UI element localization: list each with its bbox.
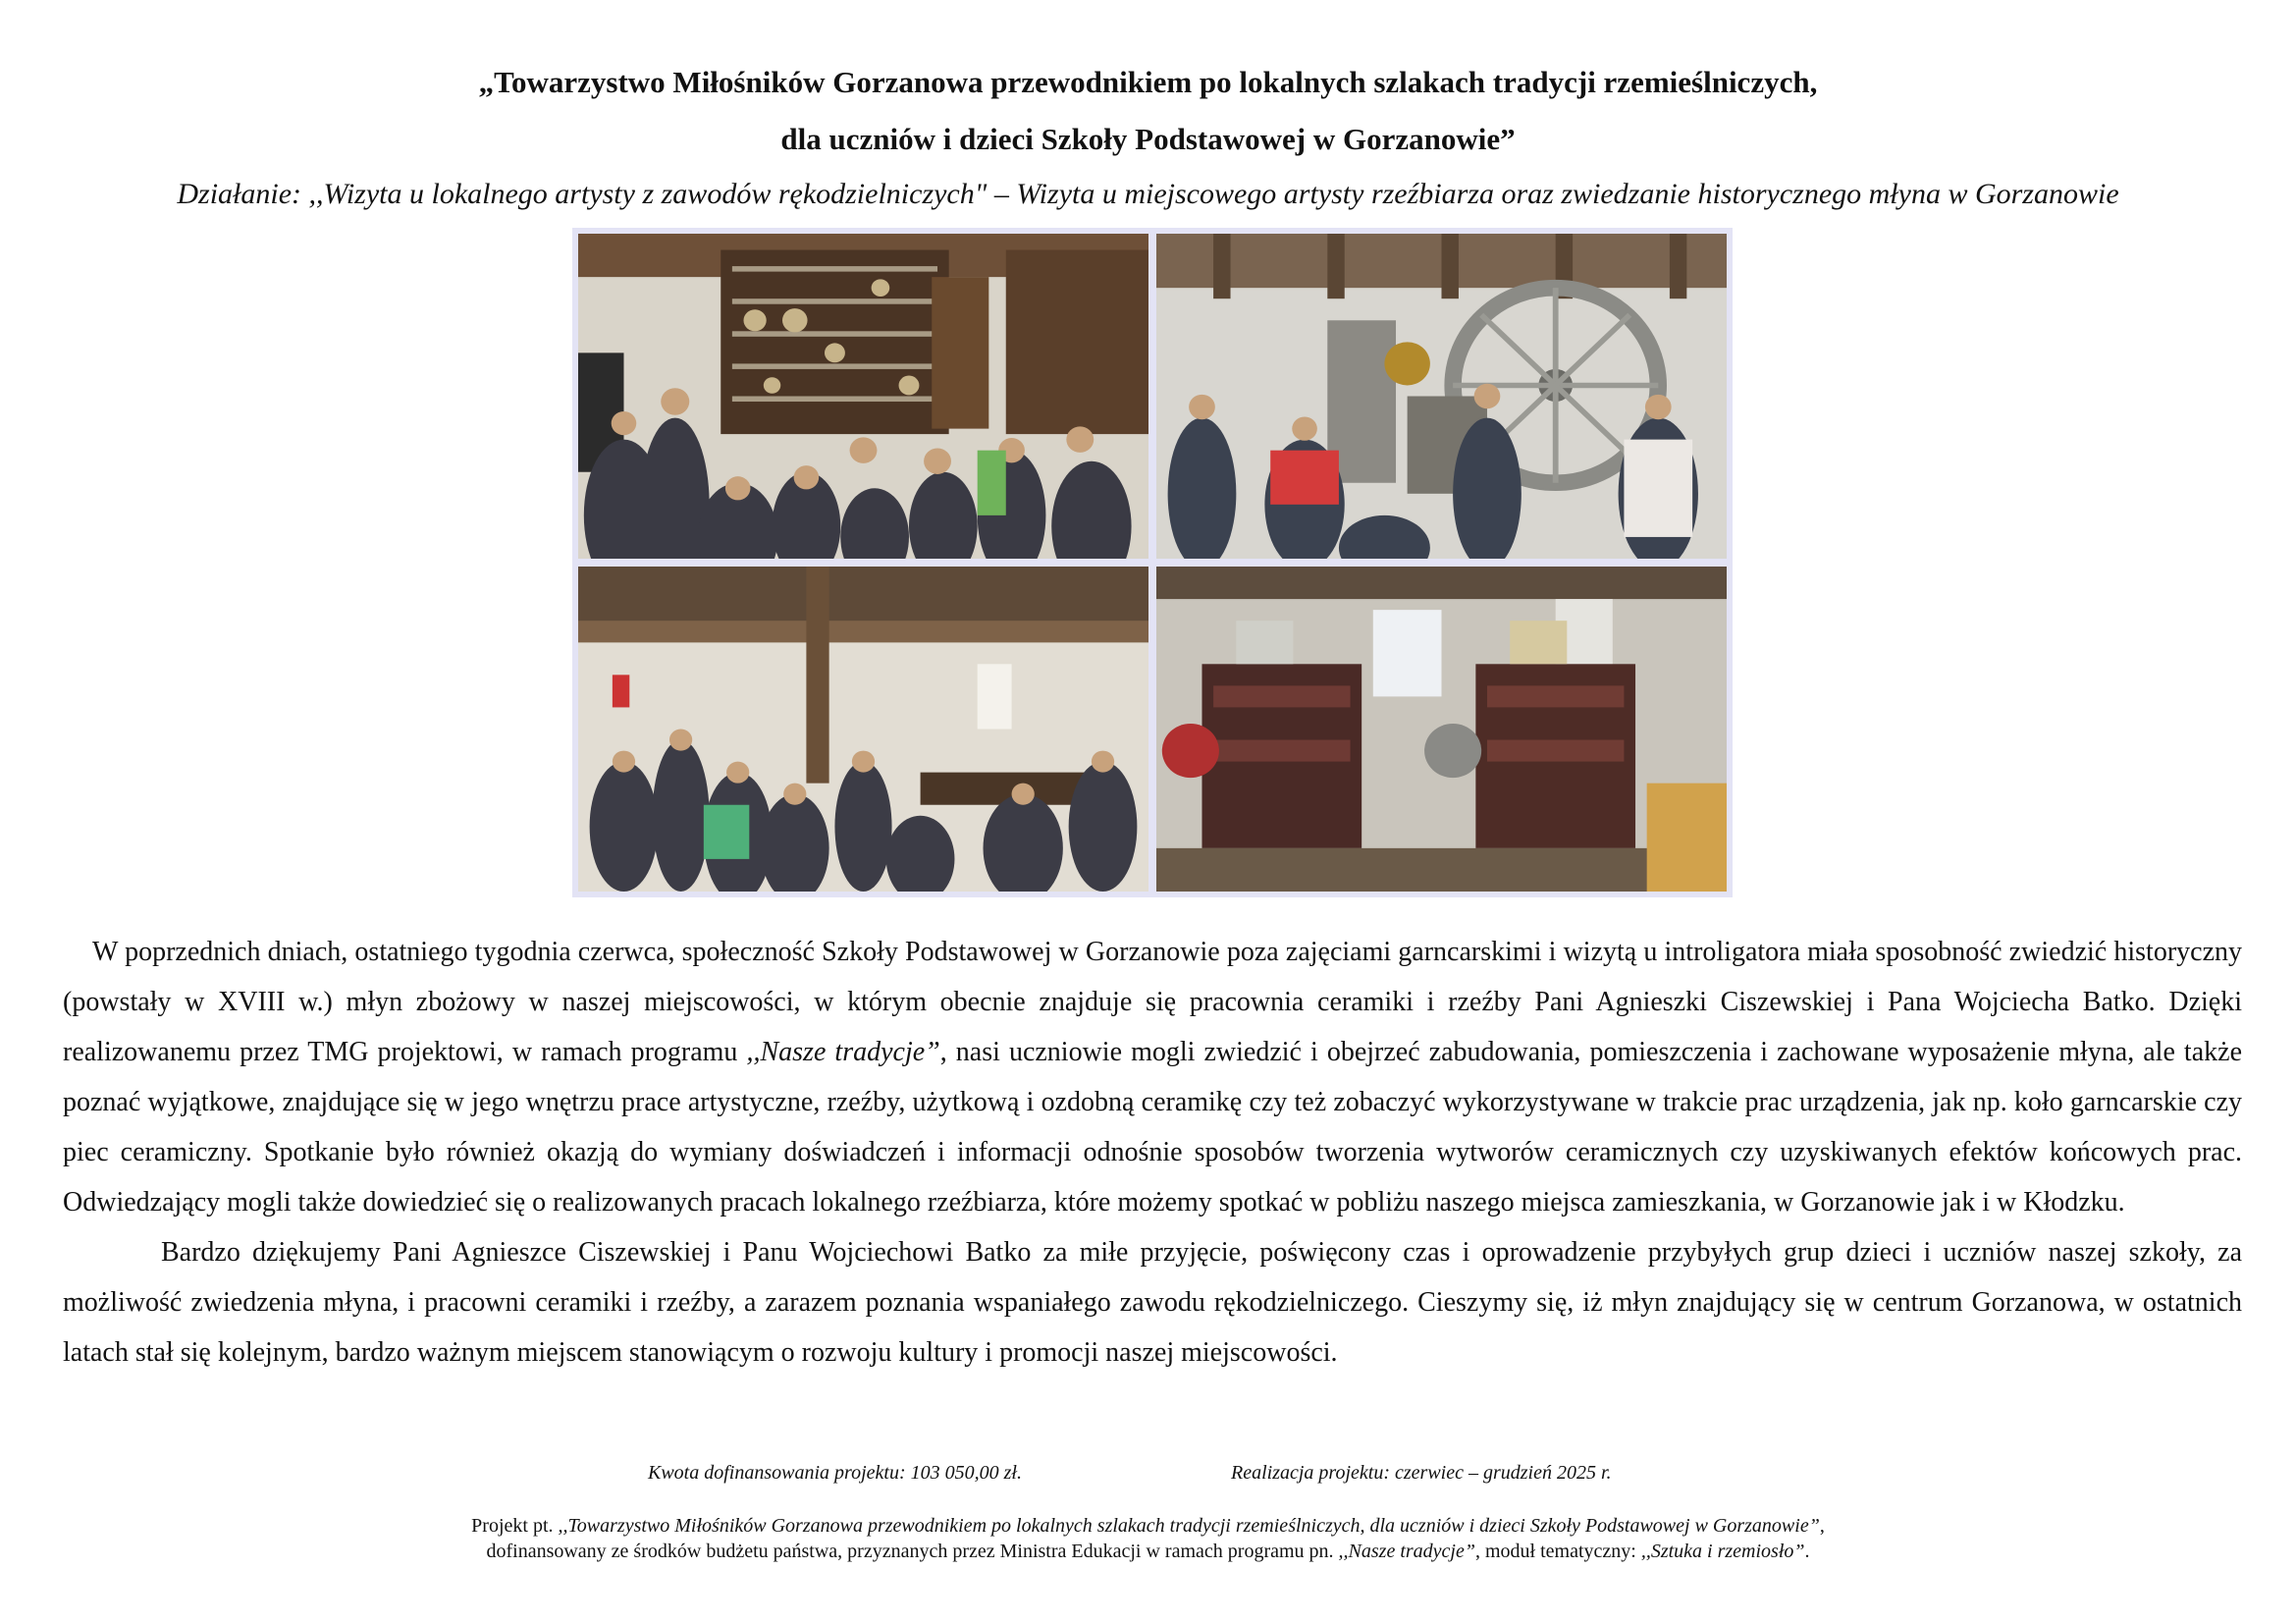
footer-module-label: , moduł tematyczny: (1474, 1541, 1641, 1562)
program-name: ,,Nasze tradycje” (746, 1037, 940, 1067)
photo-collage (572, 228, 1733, 897)
article-body (63, 927, 2242, 1378)
document-title-line2: dla uczniów i dzieci Szkoły Podstawowej w Gorzanowie” (780, 122, 1516, 156)
photo-milling-machines (1156, 567, 1727, 892)
photo-pottery-shelves (578, 234, 1148, 559)
footer-prefix: Projekt pt. (471, 1515, 559, 1537)
article-paragraph-1 (63, 927, 2242, 1227)
footer-end: . (1804, 1541, 1810, 1562)
document-title-line1: „Towarzystwo Miłośników Gorzanowa przewodnikiem po lokalnych szlakach tradycji rzemieślniczych, (478, 65, 1818, 99)
article-paragraph-2: Bardzo dziękujemy Pani Agnieszce Ciszewskiej i Panu Wojciechowi Batko za miłe przyjęcie, poświęcony czas i oprowadzenie przybyłych grup dzieci i uczniów naszej szkoły, za możliwość zwiedzenia młyna, i pracowni ceramiki i rzeźby, a zarazem poznania wspaniałego zawodu rękodzielniczego. Cieszymy się, iż młyn znajdujący się w centrum Gorzanowa, w ostatnich latach stał się kolejnym, bardzo ważnym miejscem stanowiącym o rozwoju kultury i promocji naszej miejscowości. (63, 1237, 2242, 1368)
photo-mill-wheel (1156, 234, 1727, 559)
footer-program-name: ,,Nasze tradycje” (1338, 1541, 1475, 1562)
footer-line-1 (0, 1512, 2296, 1540)
footer-line-2 (0, 1538, 2296, 1565)
footer-module-name: ,,Sztuka i rzemiosło” (1640, 1541, 1805, 1562)
project-period: Realizacja projektu: czerwiec – grudzień 2025 r. (1231, 1462, 1612, 1484)
footer-funding-note: dofinansowany ze środków budżetu państwa, przyznanych przez Ministra Edukacji w ramach programu pn. (486, 1541, 1339, 1562)
paragraph-1-text-b: , nasi uczniowie mogli zwiedzić i obejrzeć zabudowania, pomieszczenia i zachowane wyposażenie młyna, ale także poznać wyjątkowe, znajdujące się w jego wnętrzu prace artystyczne, rzeźby, użytkową i ozdobną ceramikę czy też zobaczyć wykorzystywane w trakcie prac urządzenia, jak np. koło garncarskie czy piec ceramiczny. Spotkanie było również okazją do wymiany doświadczeń i informacji odnośnie sposobów tworzenia wytworów ceramicznych czy uzyskiwanych efektów końcowych prac. Odwiedzający mogli także dowiedzieć się o realizowanych pracach lokalnego rzeźbiarza, które możemy spotkać w pobliżu naszego miejsca zamieszkania, w Gorzanowie jak i w Kłodzku. (63, 1037, 2242, 1217)
funding-amount: Kwota dofinansowania projektu: 103 050,00 zł. (648, 1462, 1022, 1484)
footer-comma: , (1819, 1515, 1825, 1537)
photo-mill-hall (578, 567, 1148, 892)
footer-project-title: ,,Towarzystwo Miłośników Gorzanowa przewodnikiem po lokalnych szlakach tradycji rzemieślniczych, dla uczniów i dzieci Szkoły Podstawowej w Gorzanowie” (558, 1515, 1820, 1537)
activity-subtitle: Działanie: ,,Wizyta u lokalnego artysty z zawodów rękodzielniczych" – Wizyta u miejscowego artysty rzeźbiarza oraz zwiedzanie historycznego młyna w Gorzanowie (177, 178, 2119, 210)
paragraph-1-text-a: W poprzednich dniach, ostatniego tygodnia czerwca, społeczność Szkoły Podstawowej w Gorzanowie poza zajęciami garncarskimi i wizytą u introligatora miała sposobność zwiedzić historyczny (powstały w XVIII w.) młyn zbożowy w naszej miejscowości, w którym obecnie znajduje się pracownia ceramiki i rzeźby Pani Agnieszki Ciszewskiej i Pana Wojciecha Batko. Dzięki realizowanemu przez TMG projektowi, w ramach programu (63, 937, 2242, 1067)
